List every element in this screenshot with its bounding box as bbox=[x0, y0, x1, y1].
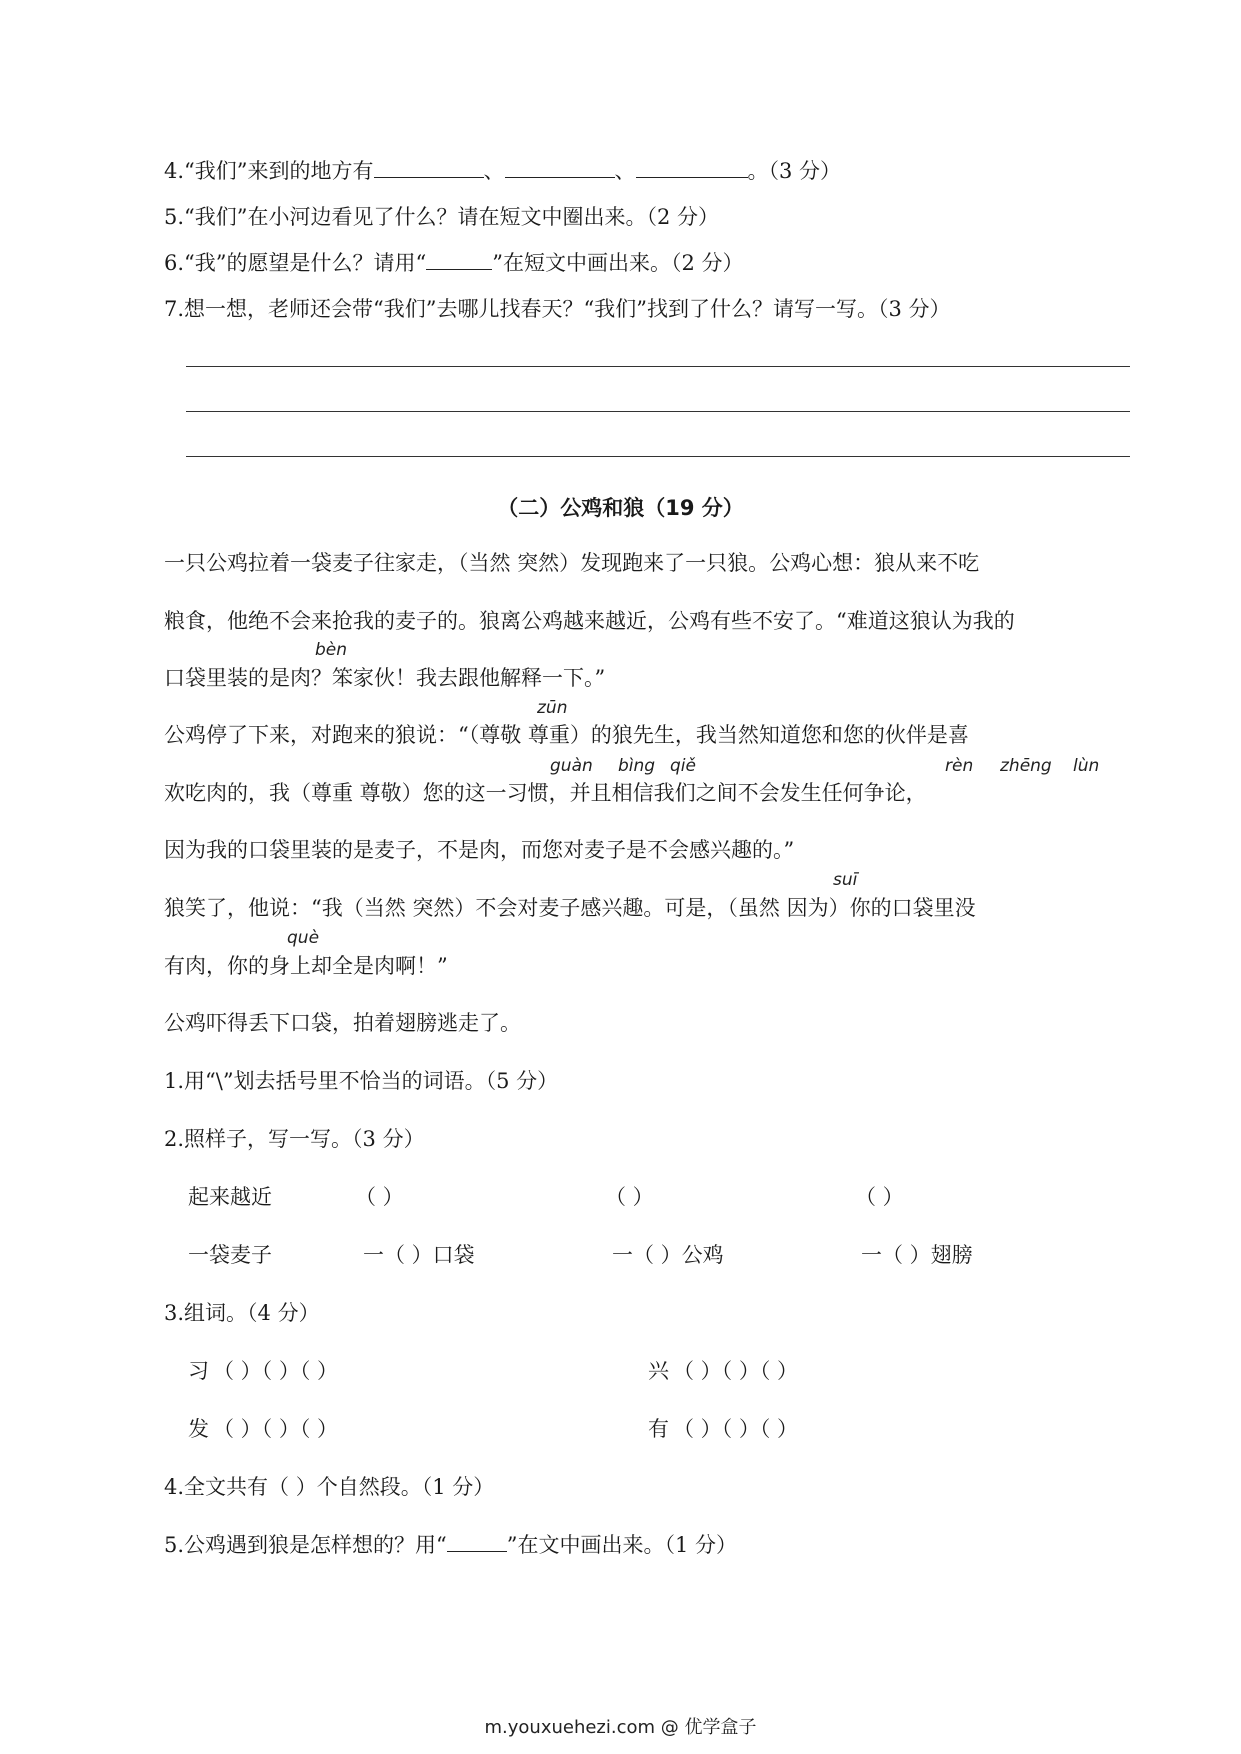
question-6 bbox=[164, 248, 744, 278]
q3-blanks[interactable]: （ ）（ ）（ ） bbox=[213, 1359, 339, 1383]
question-7: 7.想一想，老师还会带“我们”去哪儿找春天？“我们”找到了什么？请写一写。（3 分） bbox=[164, 297, 951, 321]
story-p2-line1: 公鸡停了下来，对跑来的狼说：“（尊敬 尊重）的狼先生，我当然知道您和您的伙伴是喜 bbox=[164, 723, 969, 747]
story-p1-line1: 一只公鸡拉着一袋麦子往家走，（当然 突然）发现跑来了一只狼。公鸡心想：狼从来不吃 bbox=[164, 551, 980, 575]
answer-blank[interactable] bbox=[636, 157, 748, 178]
q6-prefix: 6.“我”的愿望是什么？请用“ bbox=[164, 251, 427, 275]
q3-char: 有 bbox=[648, 1417, 669, 1441]
q2-item-1[interactable]: 一（ ）口袋 bbox=[363, 1243, 475, 1267]
q4-sep1: 、 bbox=[483, 159, 505, 183]
answer-blank[interactable] bbox=[374, 157, 484, 178]
story-p2-line3: 因为我的口袋里装的是麦子，不是肉，而您对麦子是不会感兴趣的。” bbox=[164, 838, 795, 862]
answer-blank[interactable] bbox=[505, 157, 615, 178]
question-1: 1.用“\”划去括号里不恰当的词语。（5 分） bbox=[164, 1069, 559, 1093]
underline-sample bbox=[426, 249, 492, 270]
pinyin-que: què bbox=[287, 928, 320, 948]
pinyin-guan: guàn bbox=[550, 756, 593, 776]
question-4 bbox=[164, 156, 841, 186]
question-2: 2.照样子，写一写。（3 分） bbox=[164, 1127, 425, 1151]
underline-sample bbox=[447, 1531, 507, 1552]
q3-char: 发 bbox=[188, 1417, 209, 1441]
q2-blank-3[interactable]: （ ） bbox=[855, 1185, 904, 1209]
q2-example-1: 起来越近 bbox=[188, 1185, 272, 1209]
answer-line[interactable] bbox=[186, 366, 1130, 367]
pinyin-bing: bìng bbox=[618, 756, 656, 776]
q3-char: 兴 bbox=[648, 1359, 669, 1383]
q3-blanks[interactable]: （ ）（ ）（ ） bbox=[673, 1417, 799, 1441]
q3-blanks[interactable]: （ ）（ ）（ ） bbox=[673, 1359, 799, 1383]
question-3: 3.组词。（4 分） bbox=[164, 1301, 320, 1325]
story-p2-line2: 欢吃肉的，我（尊重 尊敬）您的这一习惯，并且相信我们之间不会发生任何争论， bbox=[164, 781, 927, 805]
q3-blanks[interactable]: （ ）（ ）（ ） bbox=[213, 1417, 339, 1441]
footer-watermark: m.youxuehezi.com @ 优学盒子 bbox=[484, 1717, 757, 1738]
q4-prefix: 4.“我们”来到的地方有 bbox=[164, 159, 374, 183]
story-p3-line1: 狼笑了，他说：“我（当然 突然）不会对麦子感兴趣。可是，（虽然 因为）你的口袋里没 bbox=[164, 896, 976, 920]
q4-suffix: 。（3 分） bbox=[747, 159, 842, 183]
pinyin-lun: lùn bbox=[1073, 756, 1100, 776]
pinyin-sui: suī bbox=[833, 870, 858, 890]
answer-line[interactable] bbox=[186, 411, 1130, 412]
question-5-underline bbox=[164, 1530, 737, 1560]
story-p4: 公鸡吓得丢下口袋，拍着翅膀逃走了。 bbox=[164, 1011, 521, 1035]
story-p1-line2: 粮食，他绝不会来抢我的麦子的。狼离公鸡越来越近，公鸡有些不安了。“难道这狼认为我的 bbox=[164, 609, 1015, 633]
question-4-count: 4.全文共有（ ）个自然段。（1 分） bbox=[164, 1475, 495, 1499]
q5-prefix: 5.公鸡遇到狼是怎样想的？用“ bbox=[164, 1533, 447, 1557]
story-p1-line3: 口袋里装的是肉？笨家伙！我去跟他解释一下。” bbox=[164, 666, 606, 690]
q6-suffix: ”在短文中画出来。（2 分） bbox=[492, 251, 744, 275]
q2-example-2: 一袋麦子 bbox=[188, 1243, 272, 1267]
q3-char: 习 bbox=[188, 1359, 209, 1383]
story-title: （二）公鸡和狼（19 分） bbox=[497, 496, 744, 520]
answer-line[interactable] bbox=[186, 456, 1130, 457]
q2-blank-2[interactable]: （ ） bbox=[605, 1185, 654, 1209]
q4-sep2: 、 bbox=[614, 159, 636, 183]
q2-item-2[interactable]: 一（ ）公鸡 bbox=[612, 1243, 724, 1267]
pinyin-qie: qiě bbox=[670, 756, 696, 776]
q5-suffix: ”在文中画出来。（1 分） bbox=[506, 1533, 738, 1557]
pinyin-zheng: zhēng bbox=[1000, 756, 1052, 776]
q2-item-3[interactable]: 一（ ）翅膀 bbox=[861, 1243, 973, 1267]
pinyin-ben: bèn bbox=[315, 640, 348, 660]
question-5: 5.“我们”在小河边看见了什么？请在短文中圈出来。（2 分） bbox=[164, 205, 720, 229]
q2-blank-1[interactable]: （ ） bbox=[355, 1185, 404, 1209]
pinyin-zun: zūn bbox=[537, 698, 568, 718]
pinyin-ren: rèn bbox=[945, 756, 974, 776]
story-p3-line2: 有肉，你的身上却全是肉啊！” bbox=[164, 954, 448, 978]
